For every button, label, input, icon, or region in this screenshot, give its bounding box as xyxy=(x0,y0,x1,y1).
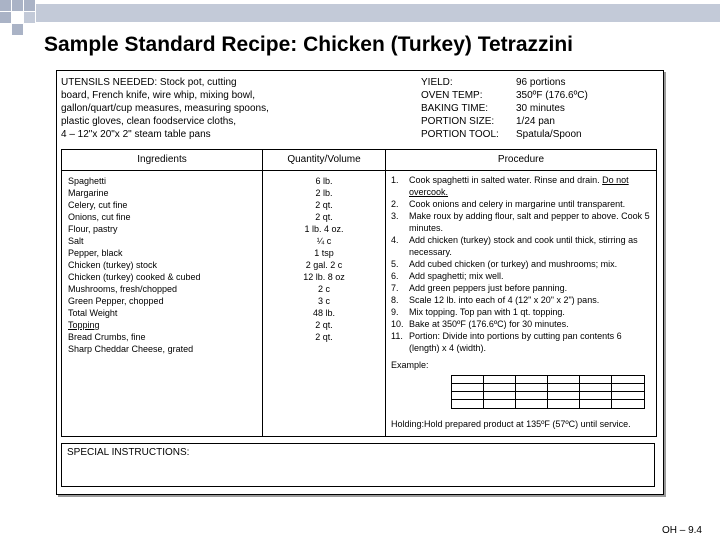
recipe-table xyxy=(61,149,657,437)
step-text: Make roux by adding flour, salt and pepper to above. Cook 5 minutes. xyxy=(409,211,650,233)
quantity-item: 2 qt. xyxy=(315,332,333,342)
step-text: Bake at 350ºF (176.6ºC) for 30 minutes. xyxy=(409,319,569,329)
ingredient-item: Total Weight xyxy=(68,308,118,318)
quantity-item: 2 c xyxy=(317,284,330,294)
step-number: 10. xyxy=(391,319,404,329)
recipe-card xyxy=(56,70,664,495)
step-text: Cook spaghetti in salted water. Rinse and drain. xyxy=(409,175,600,185)
step-text: Add green peppers just before panning. xyxy=(409,283,568,293)
portion-tool-value: Spatula/Spoon xyxy=(516,129,582,140)
yield-info xyxy=(421,76,588,141)
procedure-header: Procedure xyxy=(386,150,656,171)
procedure-step xyxy=(391,174,652,198)
quantity-item: 1 lb. 4 oz. xyxy=(304,224,344,234)
quantity-item: 2 lb. xyxy=(315,188,333,198)
page-title: Sample Standard Recipe: Chicken (Turkey) Tetrazzini xyxy=(44,33,574,56)
procedure-step xyxy=(391,318,652,330)
oven-temp-label: OVEN TEMP: xyxy=(421,90,483,101)
ingredient-item: Onions, cut fine xyxy=(68,212,131,222)
utensils-line: gallon/quart/cup measures, measuring spoons, xyxy=(61,103,269,114)
portion-tool-label: PORTION TOOL: xyxy=(421,129,499,140)
ingredient-item: Margarine xyxy=(68,188,109,198)
quantity-item: 2 qt. xyxy=(315,320,333,330)
procedure-step xyxy=(391,270,652,282)
quantity-item: 2 qt. xyxy=(315,212,333,222)
step-number: 3. xyxy=(391,211,399,221)
example-label: Example: xyxy=(391,360,429,370)
procedure-step xyxy=(391,282,652,294)
procedure-step xyxy=(391,306,652,318)
quantity-header: Quantity/Volume xyxy=(263,150,385,171)
portion-grid-diagram xyxy=(451,375,645,409)
portion-size-value: 1/24 pan xyxy=(516,116,555,127)
portion-size-row xyxy=(421,115,588,128)
ingredient-item: Salt xyxy=(68,236,84,246)
ingredients-header: Ingredients xyxy=(62,150,262,171)
step-warning: Do not overcook. xyxy=(409,175,629,197)
holding-note xyxy=(391,418,652,430)
step-number: 5. xyxy=(391,259,399,269)
oven-temp-value: 350ºF (176.6ºC) xyxy=(516,90,588,101)
quantity-item: 48 lb. xyxy=(312,308,336,318)
quantity-item: ¼ c xyxy=(316,236,332,246)
procedure-step xyxy=(391,258,652,270)
ingredient-item: Chicken (turkey) stock xyxy=(68,260,158,270)
quantity-item: 2 qt. xyxy=(315,200,333,210)
ingredient-item: Green Pepper, chopped xyxy=(68,296,164,306)
procedure-step xyxy=(391,234,652,258)
ingredient-item: Bread Crumbs, fine xyxy=(68,332,146,342)
quantity-item: 3 c xyxy=(317,296,330,306)
procedure-step xyxy=(391,294,652,306)
portion-size-label: PORTION SIZE: xyxy=(421,116,495,127)
ingredient-item-topping: Topping xyxy=(68,320,100,330)
utensils-needed xyxy=(61,76,361,141)
step-text: Mix topping. Top pan with 1 qt. topping. xyxy=(409,307,565,317)
utensils-line: 4 – 12"x 20"x 2" steam table pans xyxy=(61,129,211,140)
utensils-line: board, French knife, wire whip, mixing bowl, xyxy=(61,90,255,101)
procedure-step xyxy=(391,210,652,234)
baking-time-label: BAKING TIME: xyxy=(421,103,489,114)
procedure-step xyxy=(391,198,652,210)
ingredients-column xyxy=(62,150,263,436)
special-instructions: SPECIAL INSTRUCTIONS: xyxy=(61,443,655,487)
ingredient-item: Sharp Cheddar Cheese, grated xyxy=(68,344,194,354)
ingredient-item: Spaghetti xyxy=(68,176,107,186)
holding-text: Hold prepared product at 135ºF (57ºC) until service. xyxy=(424,419,631,429)
procedure-step xyxy=(391,330,652,354)
yield-value: 96 portions xyxy=(516,77,566,88)
step-text: Add chicken (turkey) stock and cook until thick, stirring as necessary. xyxy=(409,235,638,257)
ingredient-item: Chicken (turkey) cooked & cubed xyxy=(68,272,201,282)
baking-time-row xyxy=(421,102,588,115)
step-number: 11. xyxy=(391,331,403,341)
step-text: Cook onions and celery in margarine until transparent. xyxy=(409,199,626,209)
quantity-item: 12 lb. 8 oz xyxy=(303,272,345,282)
oven-temp-row xyxy=(421,89,588,102)
footer-page-code: OH – 9.4 xyxy=(661,525,702,536)
baking-time-value: 30 minutes xyxy=(516,103,565,114)
step-text: Portion: Divide into portions by cutting pan contents 6 (length) x 4 (width). xyxy=(409,331,622,353)
portion-tool-row xyxy=(421,128,588,141)
step-number: 1. xyxy=(391,175,399,185)
quantity-item: 1 tsp xyxy=(314,248,334,258)
ingredient-item: Flour, pastry xyxy=(68,224,118,234)
step-text: Add spaghetti; mix well. xyxy=(409,271,504,281)
step-text: Scale 12 lb. into each of 4 (12" x 20" x 2") pans. xyxy=(409,295,600,305)
ingredient-item: Mushrooms, fresh/chopped xyxy=(68,284,178,294)
ingredient-item: Pepper, black xyxy=(68,248,123,258)
utensils-line: plastic gloves, clean foodservice cloths, xyxy=(61,116,237,127)
procedure-column xyxy=(386,150,656,436)
ingredient-item: Celery, cut fine xyxy=(68,200,128,210)
step-number: 9. xyxy=(391,307,399,317)
holding-label: Holding: xyxy=(391,419,425,429)
step-number: 8. xyxy=(391,295,399,305)
quantity-item: 6 lb. xyxy=(315,176,333,186)
step-number: 6. xyxy=(391,271,399,281)
quantity-item: 2 gal. 2 c xyxy=(305,260,343,270)
quantity-column xyxy=(263,150,386,436)
step-number: 7. xyxy=(391,283,399,293)
step-number: 4. xyxy=(391,235,399,245)
step-number: 2. xyxy=(391,199,399,209)
utensils-line: UTENSILS NEEDED: Stock pot, cutting xyxy=(61,77,237,88)
yield-label: YIELD: xyxy=(421,77,453,88)
step-text: Add cubed chicken (or turkey) and mushrooms; mix. xyxy=(409,259,618,269)
yield-row xyxy=(421,76,588,89)
